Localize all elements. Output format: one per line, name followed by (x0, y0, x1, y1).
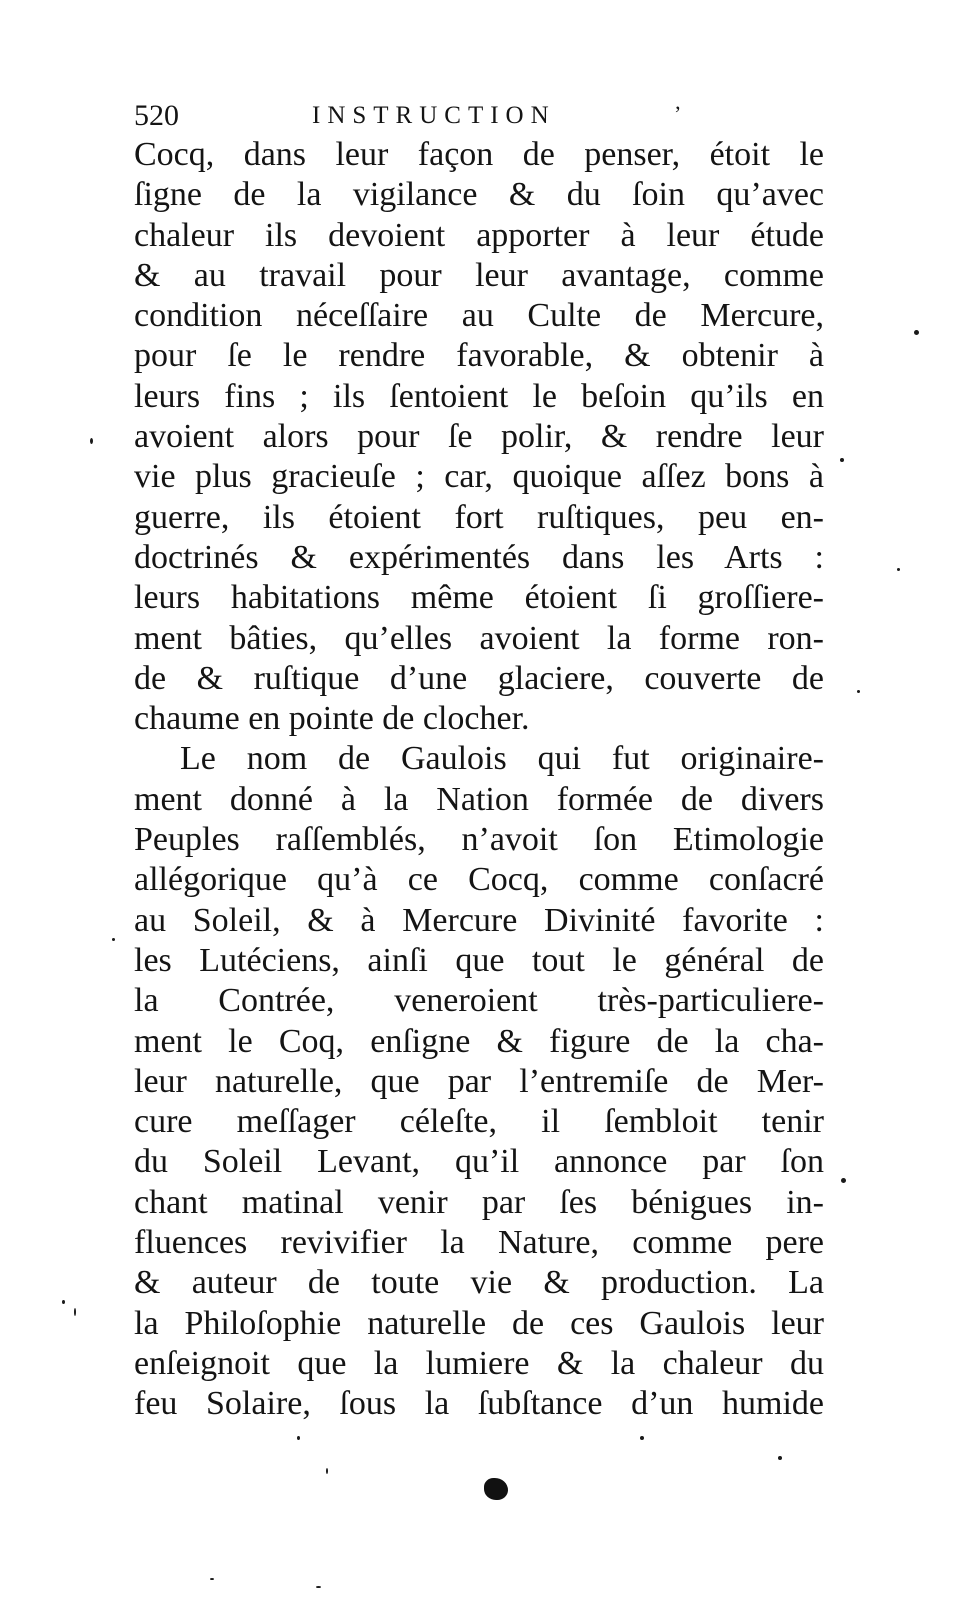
ink-speck (74, 1308, 76, 1316)
text-line-5: condition néceſſaire au Culte de Mercure, (134, 297, 824, 335)
ink-speck (857, 690, 860, 693)
ink-speck (326, 1468, 328, 1474)
text-line-6: pour ſe le rendre favorable, & obtenir à (134, 337, 824, 375)
text-line-1: Cocq, dans leur façon de penser, étoit le (134, 136, 824, 173)
bottom-ink-blot (484, 1478, 508, 1500)
ink-speck (914, 330, 919, 335)
text-line-4: & au travail pour leur avantage, comme (134, 256, 824, 294)
body-text (134, 135, 824, 1425)
ink-speck (640, 1436, 644, 1440)
text-line-23: ment le Coq, enſigne & figure de la cha- (134, 1022, 824, 1060)
text-line-3: chaleur ils devoient apporter à leur étude (134, 216, 824, 254)
text-line-19: allégorique qu’à ce Cocq, comme conſacré (134, 861, 824, 899)
ink-speck (112, 938, 115, 941)
text-line-14: de & ruſtique d’une glaciere, couverte de (134, 659, 824, 697)
ink-speck (778, 1456, 782, 1460)
text-line-10: guerre, ils étoient fort ruſtiques, peu en- (134, 498, 824, 536)
text-line-27: chant matinal venir par ſes bénigues in- (134, 1183, 824, 1221)
text-line-15: chaume en pointe de clocher. (134, 700, 530, 738)
text-line-24: leur naturelle, que par l’entremiſe de Mer- (134, 1062, 824, 1100)
text-line-12: leurs habitations même étoient ſi groſſiere- (134, 579, 824, 617)
text-line-11: doctrinés & expérimentés dans les Arts : (134, 538, 824, 576)
ink-speck (210, 1578, 214, 1580)
text-line-18: Peuples raſſemblés, n’avoit ſon Etimologie (134, 821, 824, 859)
text-line-21: les Lutéciens, ainſi que tout le général de (134, 941, 824, 979)
running-head: INSTRUCTION (312, 102, 556, 129)
ink-speck (841, 1178, 846, 1183)
text-line-29: & auteur de toute vie & production. La (134, 1264, 824, 1302)
text-line-17: ment donné à la Nation formée de divers (134, 780, 824, 818)
text-line-16: Le nom de Gaulois qui fut originaire- (180, 740, 824, 778)
text-line-2: ſigne de la vigilance & du ſoin qu’avec (134, 176, 824, 214)
ink-speck (297, 1436, 300, 1440)
header-mark: ’ (674, 101, 682, 126)
text-line-32: feu Solaire, ſous la ſubſtance d’un humide (134, 1385, 824, 1423)
text-line-8: avoient alors pour ſe polir, & rendre leur (134, 418, 824, 456)
text-line-7: leurs fins ; ils ſentoient le beſoin qu’ils en (134, 377, 824, 415)
ink-speck (840, 458, 844, 462)
text-line-25: cure meſſager céleſte, il ſembloit tenir (134, 1103, 824, 1141)
text-line-26: du Soleil Levant, qu’il annonce par ſon (134, 1143, 824, 1181)
text-line-30: la Philoſophie naturelle de ces Gaulois leur (134, 1304, 824, 1342)
text-line-28: fluences revivifier la Nature, comme pere (134, 1224, 824, 1262)
text-line-22: la Contrée, veneroient très-particuliere- (134, 982, 824, 1020)
ink-speck (90, 438, 93, 444)
page-header (134, 96, 694, 140)
page-number: 520 (134, 99, 179, 132)
ink-speck (316, 1586, 321, 1588)
text-line-31: enſeignoit que la lumiere & la chaleur du (134, 1344, 824, 1382)
ink-speck (897, 568, 900, 571)
text-line-9: vie plus gracieuſe ; car, quoique aſſez bons à (134, 458, 824, 496)
ink-speck (62, 1300, 65, 1304)
text-line-20: au Soleil, & à Mercure Divinité favorite : (134, 901, 824, 939)
text-line-13: ment bâties, qu’elles avoient la forme ron- (134, 619, 824, 657)
